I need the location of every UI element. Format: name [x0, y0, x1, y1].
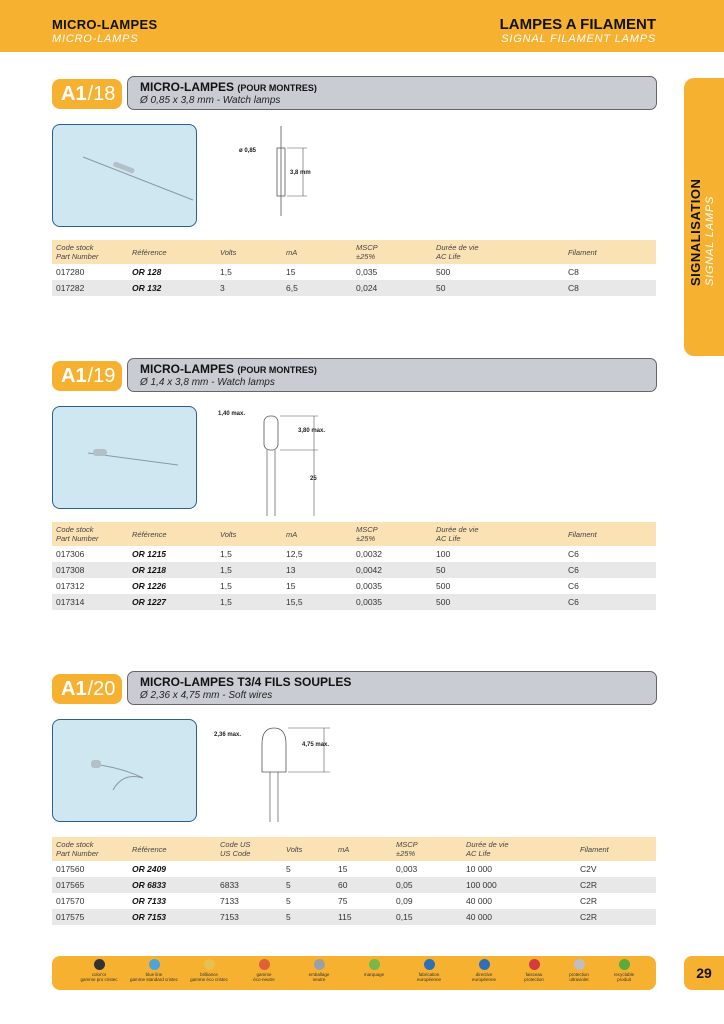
spec-table	[52, 837, 656, 925]
legend-label: gamme éco-neutre	[253, 972, 275, 982]
european-directive-icon	[479, 959, 490, 970]
table-row: 017560 OR 2409 5 15 0,003 10 000 C2V	[56, 864, 597, 874]
table-header-row: Code stock Part Number Référence Volts mA MSCP ±25% Durée de vie AC Life Filament	[52, 522, 656, 546]
side-tab-title: SIGNALISATION	[688, 178, 703, 286]
table-header-row: Code stock Part Number Référence Code US US Code Volts mA MSCP ±25% Durée de vie AC Life Filament	[52, 837, 656, 861]
section-title: MICRO-LAMPES	[140, 362, 234, 376]
legend-label: blue line gamme standard cristec	[129, 972, 179, 982]
section-title-box	[127, 76, 657, 110]
section-title: MICRO-LAMPES T3/4 FILS SOUPLES	[140, 675, 352, 689]
lamp-photo	[52, 124, 197, 227]
legend-label: marquage	[363, 972, 385, 977]
section-code-prefix: A1	[61, 677, 87, 700]
lamp-drawing	[218, 406, 338, 523]
legend-label: directive européenne	[471, 972, 497, 982]
section-code-badge	[52, 79, 122, 109]
marking-icon	[369, 959, 380, 970]
legend-label: brilliance gamme éco cristec	[190, 972, 228, 982]
legend-label: recyclable produit	[613, 972, 635, 982]
header-right-title: LAMPES A FILAMENT	[499, 16, 656, 33]
blue-line-icon	[149, 959, 160, 970]
table-row: 017280 OR 128 1,5 15 0,035 500 C8	[56, 267, 579, 277]
table-row: 017312 OR 1226 1,5 15 0,0035 500 C6	[56, 581, 579, 591]
dimension-length: 3,80 max.	[298, 428, 326, 434]
lamp-drawing	[235, 124, 325, 224]
dimension-diameter: 1,40 max.	[218, 411, 246, 417]
dimension-wire-length: 25	[310, 476, 317, 482]
legend-label: faisceau protection	[524, 972, 544, 982]
beam-protection-icon	[529, 959, 540, 970]
legend-item	[457, 959, 511, 982]
footer-legend-bar	[52, 956, 656, 990]
legend-item	[182, 959, 236, 982]
section-code-number: /18	[87, 82, 116, 105]
spec-table	[52, 240, 656, 296]
dimension-length: 4,75 max.	[302, 742, 330, 748]
legend-item	[72, 959, 126, 982]
legend-item	[292, 959, 346, 982]
section-code-number: /19	[87, 364, 116, 387]
dimension-length: 3,8 mm	[290, 170, 311, 176]
section-title-qualifier: (POUR MONTRES)	[237, 83, 317, 93]
section-title-qualifier: (POUR MONTRES)	[237, 365, 317, 375]
table-header-row: Code stock Part Number Référence Volts mA MSCP ±25% Durée de vie AC Life Filament	[52, 240, 656, 264]
spec-table	[52, 522, 656, 610]
table-row: 017306 OR 1215 1,5 12,5 0,0032 100 C6	[56, 549, 579, 559]
section-title: MICRO-LAMPES	[140, 80, 234, 94]
section-subtitle: Ø 0,85 x 3,8 mm - Watch lamps	[140, 95, 281, 106]
dimension-diameter: ø 0,85	[239, 148, 257, 154]
page-number: 29	[684, 956, 724, 990]
legend-label: color'or gamme pro cristec	[80, 972, 118, 982]
uv-protection-icon	[574, 959, 585, 970]
header-left-title: MICRO-LAMPES	[52, 17, 158, 32]
lamp-photo	[52, 406, 197, 509]
section-title-box	[127, 671, 657, 705]
european-manufacturing-icon	[424, 959, 435, 970]
section-code-number: /20	[87, 677, 116, 700]
section-title-box	[127, 358, 657, 392]
table-row: 017314 OR 1227 1,5 15,5 0,0035 500 C6	[52, 594, 656, 610]
header-right-subtitle: SIGNAL FILAMENT LAMPS	[501, 33, 656, 45]
legend-label: emballage neutre	[308, 972, 330, 982]
section-code-prefix: A1	[61, 82, 87, 105]
legend-item	[237, 959, 291, 982]
side-tab-subtitle: SIGNAL LAMPS	[704, 195, 716, 286]
legend-item	[347, 959, 401, 977]
legend-label: fabrication européenne	[416, 972, 442, 982]
legend-item	[597, 959, 651, 982]
dimension-diameter: 2,36 max.	[214, 732, 242, 738]
neutral-packaging-icon	[314, 959, 325, 970]
brilliance-icon	[204, 959, 215, 970]
section-subtitle: Ø 2,36 x 4,75 mm - Soft wires	[140, 690, 273, 701]
recyclable-icon	[619, 959, 630, 970]
table-row: 017308 OR 1218 1,5 13 0,0042 50 C6	[52, 562, 656, 578]
lamp-photo	[52, 719, 197, 822]
eco-range-icon	[259, 959, 270, 970]
table-row: 017565 OR 6833 6833 5 60 0,05 100 000 C2R	[52, 877, 656, 893]
legend-item	[127, 959, 181, 982]
section-subtitle: Ø 1,4 x 3,8 mm - Watch lamps	[140, 377, 275, 388]
table-row: 017282 OR 132 3 6,5 0,024 50 C8	[52, 280, 656, 296]
legend-item	[402, 959, 456, 982]
legend-label: protection ultraviolet	[569, 972, 589, 982]
table-row: 017575 OR 7153 7153 5 115 0,15 40 000 C2R	[52, 909, 656, 925]
lamp-drawing	[212, 724, 342, 829]
header-left-subtitle: MICRO-LAMPS	[52, 33, 139, 45]
table-row: 017570 OR 7133 7133 5 75 0,09 40 000 C2R	[56, 896, 598, 906]
section-code-badge	[52, 674, 122, 704]
section-code-badge	[52, 361, 122, 391]
section-code-prefix: A1	[61, 364, 87, 387]
color-or-icon	[94, 959, 105, 970]
